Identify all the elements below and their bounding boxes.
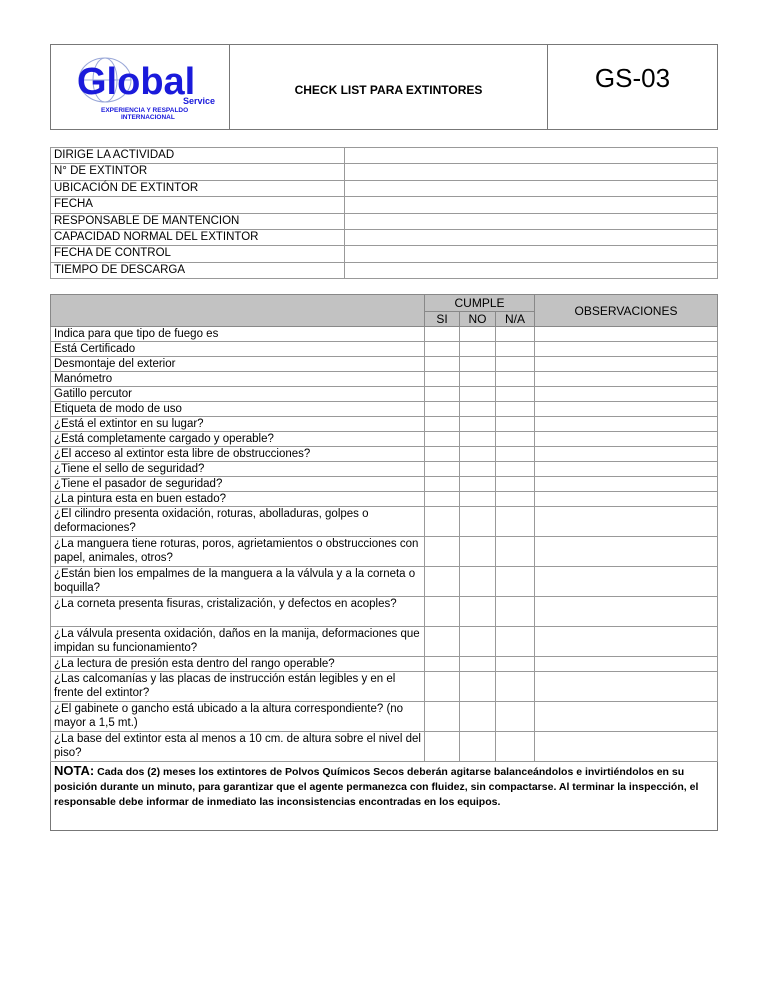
no-cell[interactable] [460,657,496,672]
checklist-row [51,417,718,432]
checklist-row [51,402,718,417]
no-cell[interactable] [460,387,496,402]
si-cell[interactable] [425,702,460,732]
checklist-row [51,327,718,342]
checklist-row [51,507,718,537]
svg-text:Service: Service [183,96,215,106]
info-row [51,148,718,164]
question-header [51,295,425,327]
si-cell[interactable] [425,357,460,372]
checklist-question: ¿La manguera tiene roturas, poros, agrietamientos o obstrucciones con papel, animales, otros? [51,537,425,567]
na-cell[interactable] [496,627,535,657]
na-cell[interactable] [496,507,535,537]
checklist-question: ¿Tiene el sello de seguridad? [51,462,425,477]
no-cell[interactable] [460,342,496,357]
checklist-row [51,492,718,507]
checklist-question: Desmontaje del exterior [51,357,425,372]
checklist-row [51,447,718,462]
observaciones-cell[interactable] [535,462,718,477]
observaciones-cell[interactable] [535,657,718,672]
checklist-question: ¿Está el extintor en su lugar? [51,417,425,432]
checklist-row [51,627,718,657]
si-cell[interactable] [425,537,460,567]
observaciones-cell[interactable] [535,372,718,387]
checklist-question: Etiqueta de modo de uso [51,402,425,417]
no-cell[interactable] [460,477,496,492]
si-cell[interactable] [425,462,460,477]
si-header: SI [425,312,460,327]
no-cell[interactable] [460,462,496,477]
si-cell[interactable] [425,372,460,387]
na-cell[interactable] [496,462,535,477]
observaciones-cell[interactable] [535,537,718,567]
checklist-row [51,657,718,672]
info-row [51,180,718,196]
info-value-field[interactable] [345,262,718,278]
na-cell[interactable] [496,447,535,462]
no-cell[interactable] [460,432,496,447]
info-row [51,229,718,245]
checklist-question: ¿La válvula presenta oxidación, daños en la manija, deformaciones que impidan su funcionamiento? [51,627,425,657]
info-row [51,164,718,180]
cumple-header: CUMPLE [425,295,535,312]
checklist-question: Manómetro [51,372,425,387]
observaciones-cell[interactable] [535,672,718,702]
checklist-row [51,672,718,702]
no-cell[interactable] [460,597,496,627]
na-cell[interactable] [496,432,535,447]
info-label: N° DE EXTINTOR [51,164,345,180]
info-row [51,197,718,213]
na-cell[interactable] [496,417,535,432]
no-cell[interactable] [460,372,496,387]
na-cell[interactable] [496,327,535,342]
na-cell[interactable] [496,387,535,402]
info-label: RESPONSABLE DE MANTENCION [51,213,345,229]
observaciones-cell[interactable] [535,327,718,342]
observaciones-cell[interactable] [535,387,718,402]
observaciones-cell[interactable] [535,417,718,432]
no-cell[interactable] [460,672,496,702]
observaciones-cell[interactable] [535,477,718,492]
checklist-row [51,387,718,402]
na-cell[interactable] [496,657,535,672]
si-cell[interactable] [425,492,460,507]
observaciones-cell[interactable] [535,597,718,627]
no-cell[interactable] [460,537,496,567]
observaciones-cell[interactable] [535,342,718,357]
checklist-question: Indica para que tipo de fuego es [51,327,425,342]
checklist-question: ¿Tiene el pasador de seguridad? [51,477,425,492]
checklist-question: ¿El cilindro presenta oxidación, roturas, abolladuras, golpes o deformaciones? [51,507,425,537]
info-row [51,262,718,278]
checklist-question: ¿La pintura esta en buen estado? [51,492,425,507]
na-cell[interactable] [496,702,535,732]
checklist-row [51,462,718,477]
checklist-row [51,597,718,627]
info-label: CAPACIDAD NORMAL DEL EXTINTOR [51,229,345,245]
document-code: GS-03 [594,63,671,93]
si-cell[interactable] [425,447,460,462]
observaciones-cell[interactable] [535,357,718,372]
nota-label: NOTA: [54,763,95,778]
na-cell[interactable] [496,492,535,507]
no-header: NO [460,312,496,327]
si-cell[interactable] [425,327,460,342]
checklist-row [51,342,718,357]
si-cell[interactable] [425,342,460,357]
si-cell[interactable] [425,432,460,447]
checklist-question: ¿Están bien los empalmes de la manguera a la válvula y a la corneta o boquilla? [51,567,425,597]
no-cell[interactable] [460,567,496,597]
observaciones-cell[interactable] [535,702,718,732]
nota-body: Cada dos (2) meses los extintores de Polvos Químicos Secos deberán agitarse balanceándolos e invirtiéndolos en su posición durante un minuto, para garantizar que el agente permanezca con fluidez, sin compactarse. Al terminar la inspección, el responsable debe informar de inmediato las inconsistencias encontradas en los equipos. [54,766,699,808]
no-cell[interactable] [460,507,496,537]
checklist-question: ¿La corneta presenta fisuras, cristalización, y defectos en acoples? [51,597,425,627]
si-cell[interactable] [425,567,460,597]
checklist-question: ¿Está completamente cargado y operable? [51,432,425,447]
globe-logo-icon [65,52,215,122]
info-label: FECHA [51,197,345,213]
checklist-question: ¿La lectura de presión esta dentro del rango operable? [51,657,425,672]
info-value-field[interactable] [345,213,718,229]
checklist-question: Está Certificado [51,342,425,357]
no-cell[interactable] [460,357,496,372]
si-cell[interactable] [425,402,460,417]
document-title: CHECK LIST PARA EXTINTORES [230,45,548,129]
info-value-field[interactable] [345,246,718,262]
checklist-row [51,372,718,387]
na-cell[interactable] [496,537,535,567]
info-label: UBICACIÓN DE EXTINTOR [51,180,345,196]
observaciones-cell[interactable] [535,492,718,507]
observaciones-cell[interactable] [535,732,718,762]
document-header [50,44,718,130]
info-label: TIEMPO DE DESCARGA [51,262,345,278]
observaciones-cell[interactable] [535,402,718,417]
info-value-field[interactable] [345,148,718,164]
checklist-question: ¿La base del extintor esta al menos a 10 cm. de altura sobre el nivel del piso? [51,732,425,762]
si-cell[interactable] [425,507,460,537]
na-cell[interactable] [496,672,535,702]
si-cell[interactable] [425,672,460,702]
no-cell[interactable] [460,702,496,732]
observaciones-cell[interactable] [535,567,718,597]
checklist-row [51,732,718,762]
no-cell[interactable] [460,402,496,417]
observaciones-cell[interactable] [535,432,718,447]
checklist-row [51,537,718,567]
na-cell[interactable] [496,342,535,357]
si-cell[interactable] [425,657,460,672]
checklist-question: ¿El acceso al extintor esta libre de obstrucciones? [51,447,425,462]
no-cell[interactable] [460,417,496,432]
checklist-row [51,702,718,732]
info-row [51,246,718,262]
si-cell[interactable] [425,417,460,432]
info-row [51,213,718,229]
na-cell[interactable] [496,567,535,597]
na-cell[interactable] [496,597,535,627]
no-cell[interactable] [460,492,496,507]
logo-wordmark: Global [77,61,196,103]
no-cell[interactable] [460,627,496,657]
si-cell[interactable] [425,387,460,402]
info-value-field[interactable] [345,197,718,213]
si-cell[interactable] [425,597,460,627]
checklist-table [50,294,718,831]
info-table [50,147,718,279]
si-cell[interactable] [425,627,460,657]
info-label: DIRIGE LA ACTIVIDAD [51,148,345,164]
checklist-question: ¿Las calcomanías y las placas de instrucción están legibles y en el frente del extintor? [51,672,425,702]
info-value-field[interactable] [345,164,718,180]
observaciones-cell[interactable] [535,507,718,537]
info-label: FECHA DE CONTROL [51,246,345,262]
checklist-question: ¿El gabinete o gancho está ubicado a la altura correspondiente? (no mayor a 1,5 mt.) [51,702,425,732]
info-value-field[interactable] [345,229,718,245]
si-cell[interactable] [425,732,460,762]
na-cell[interactable] [496,477,535,492]
na-cell[interactable] [496,357,535,372]
svg-text:INTERNACIONAL: INTERNACIONAL [121,114,175,121]
observaciones-header: OBSERVACIONES [535,295,718,327]
na-cell[interactable] [496,372,535,387]
na-cell[interactable] [496,402,535,417]
checklist-row [51,567,718,597]
svg-text:EXPERIENCIA Y RESPALDO: EXPERIENCIA Y RESPALDO [101,107,189,114]
no-cell[interactable] [460,327,496,342]
checklist-row [51,432,718,447]
checklist-row [51,357,718,372]
nota-text [51,762,718,831]
checklist-row [51,477,718,492]
no-cell[interactable] [460,447,496,462]
info-value-field[interactable] [345,180,718,196]
na-header: N/A [496,312,535,327]
observaciones-cell[interactable] [535,447,718,462]
observaciones-cell[interactable] [535,627,718,657]
company-logo [51,45,230,129]
si-cell[interactable] [425,477,460,492]
na-cell[interactable] [496,732,535,762]
no-cell[interactable] [460,732,496,762]
checklist-question: Gatillo percutor [51,387,425,402]
